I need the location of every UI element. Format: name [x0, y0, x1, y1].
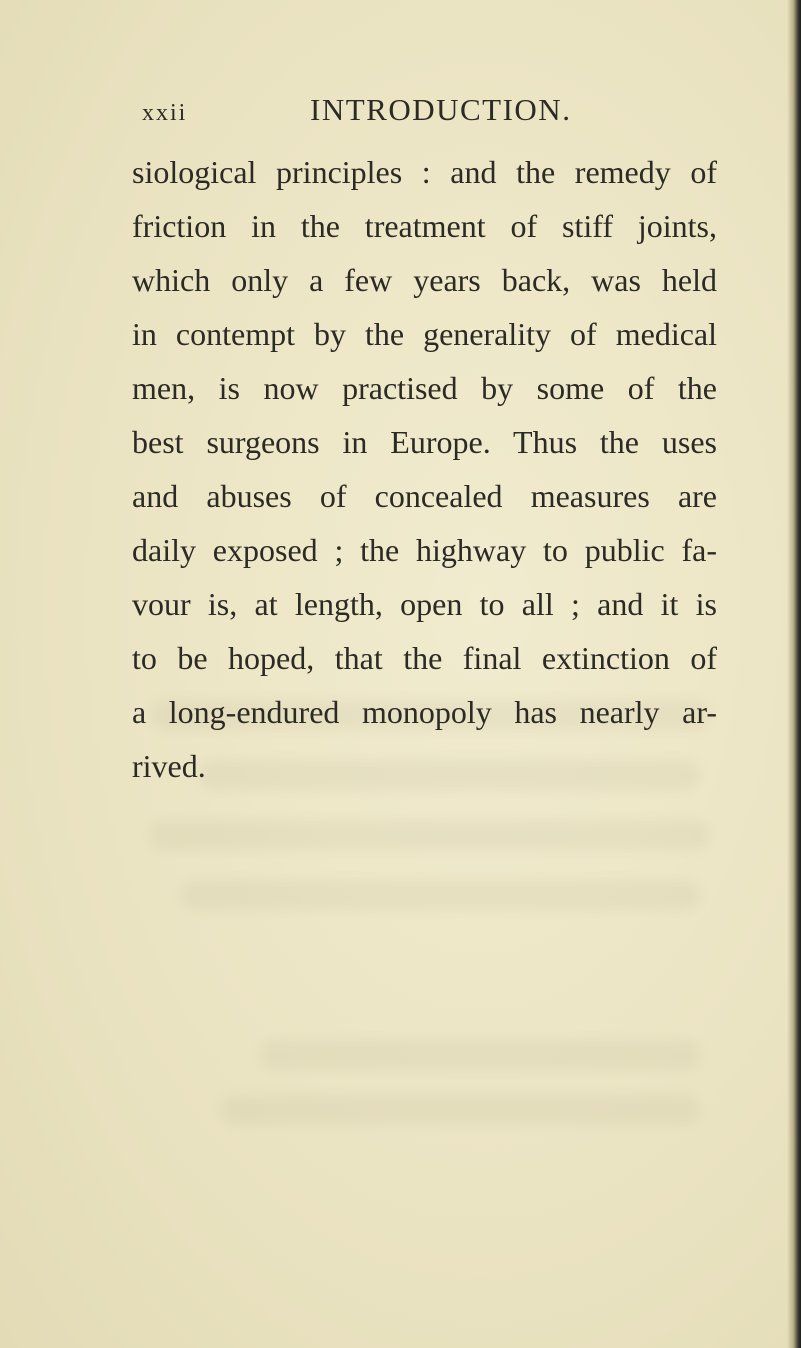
- text-line: daily exposed ; the highway to public fa-: [132, 532, 717, 568]
- text-line: rived.: [132, 748, 206, 784]
- show-through-line: [260, 1040, 700, 1070]
- text-line: men, is now practised by some of the: [132, 370, 717, 406]
- page-number: xxii: [142, 100, 188, 126]
- text-line: which only a few years back, was held: [132, 262, 717, 298]
- text-line: vour is, at length, open to all ; and it is: [132, 586, 717, 622]
- text-line: friction in the treatment of stiff joints,: [132, 208, 717, 244]
- text-line: siological principles : and the remedy of: [132, 154, 717, 190]
- text-line: and abuses of concealed measures are: [132, 478, 717, 514]
- show-through-line: [180, 880, 700, 910]
- text-line: best surgeons in Europe. Thus the uses: [132, 424, 717, 460]
- page-edge-shadow: [787, 0, 801, 1348]
- page-header: [0, 92, 801, 132]
- show-through-line: [150, 820, 710, 850]
- text-line: a long-endured monopoly has nearly ar-: [132, 694, 717, 730]
- text-line: to be hoped, that the final extinction of: [132, 640, 717, 676]
- text-line: in contempt by the generality of medical: [132, 316, 717, 352]
- show-through-line: [220, 1095, 700, 1125]
- running-head: INTRODUCTION.: [310, 92, 572, 127]
- body-paragraph: [132, 145, 717, 793]
